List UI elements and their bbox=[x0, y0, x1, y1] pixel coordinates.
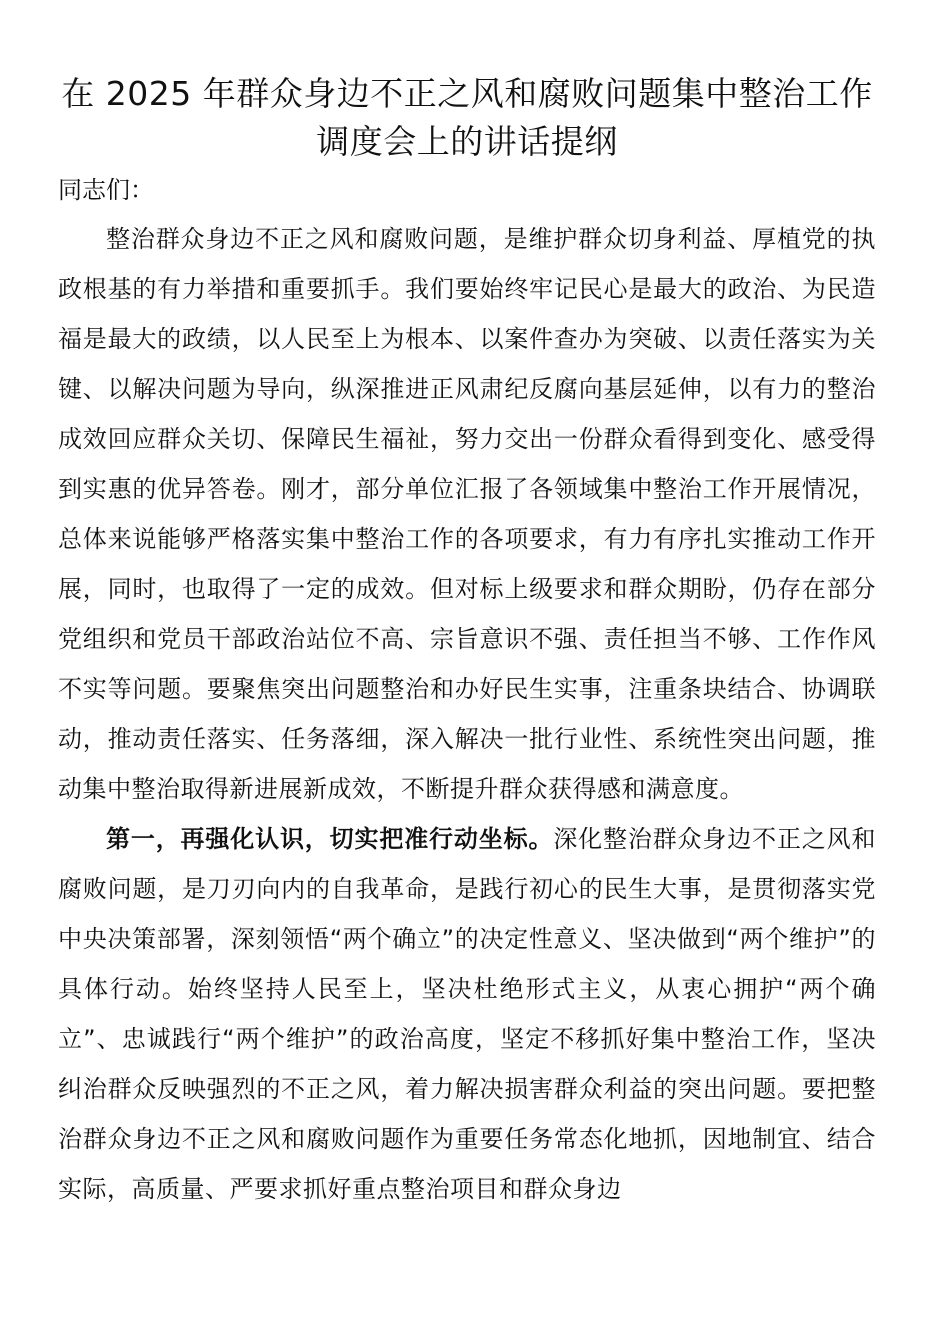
paragraph-first-point bbox=[58, 814, 876, 1214]
salutation: 同志们： bbox=[58, 176, 154, 204]
paragraph-first-point-body: 深化整治群众身边不正之风和腐败问题，是刀刃向内的自我革命，是践行初心的民生大事，是贯彻落实党中央决策部署，深刻领悟“两个确立”的决定性意义、坚决做到“两个维护”的具体行动。始终坚持人民至上，坚决杜绝形式主义，从衷心拥护“两个确立”、忠诚践行“两个维护”的政治高度，坚定不移抓好集中整治工作，坚决纠治群众反映强烈的不正之风，着力解决损害群众利益的突出问题。要把整治群众身边不正之风和腐败问题作为重要任务常态化地抓，因地制宜、结合实际，高质量、严要求抓好重点整治项目和群众身边 bbox=[58, 825, 877, 1203]
document-title: 在 2025 年群众身边不正之风和腐败问题集中整治工作调度会上的讲话提纲 bbox=[61, 74, 873, 161]
paragraph-intro: 整治群众身边不正之风和腐败问题，是维护群众切身利益、厚植党的执政根基的有力举措和重要抓手。我们要始终牢记民心是最大的政治、为民造福是最大的政绩，以人民至上为根本、以案件查办为突破、以责任落实为关键、以解决问题为导向，纵深推进正风肃纪反腐向基层延伸，以有力的整治成效回应群众关切、保障民生福祉，努力交出一份群众看得到变化、感受得到实惠的优异答卷。刚才，部分单位汇报了各领域集中整治工作开展情况，总体来说能够严格落实集中整治工作的各项要求，有力有序扎实推动工作开展，同时，也取得了一定的成效。但对标上级要求和群众期盼，仍存在部分党组织和党员干部政治站位不高、宗旨意识不强、责任担当不够、工作作风不实等问题。要聚焦突出问题整治和办好民生实事，注重条块结合、协调联动，推动责任落实、任务落细，深入解决一批行业性、系统性突出问题，推动集中整治取得新进展新成效，不断提升群众获得感和满意度。 bbox=[58, 225, 876, 803]
paragraph-first-point-heading: 第一，再强化认识，切实把准行动坐标。 bbox=[106, 825, 554, 853]
